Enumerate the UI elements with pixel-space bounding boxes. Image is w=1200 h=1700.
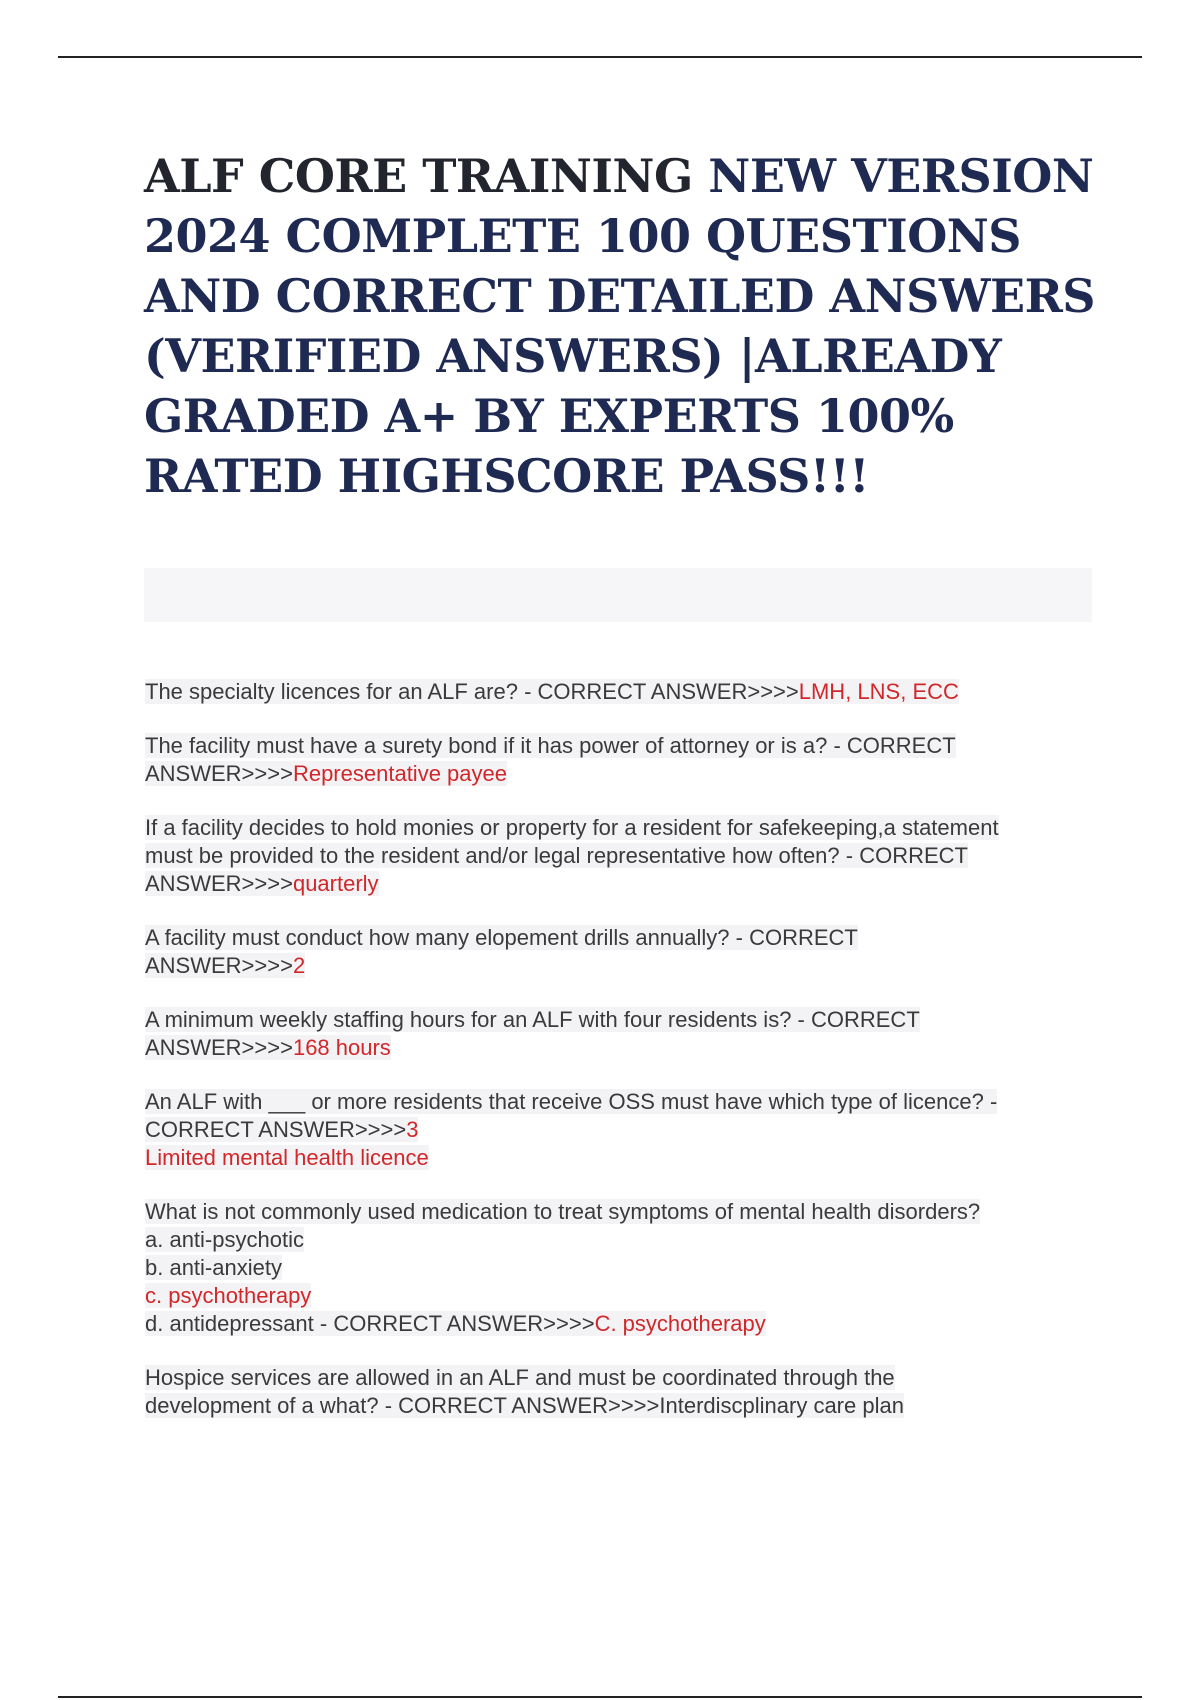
qa-item (145, 1364, 1105, 1420)
option-c: c. psychotherapy (145, 1283, 312, 1308)
qa-item (145, 1088, 1105, 1172)
option-a: a. anti-psychotic (145, 1227, 304, 1252)
top-rule (58, 56, 1142, 58)
qa-item (145, 1198, 1105, 1338)
question-text: A facility must conduct how many elopement drills annually? - CORRECT (145, 925, 858, 950)
title-part-blue: NEW VERSION 2024 COMPLETE 100 QUESTIONS AND CORRECT DETAILED ANSWERS (VERIFIED ANSWERS) |ALREADY GRADED A+ BY EXPERTS 100% RATED HIGHSCORE PASS!!! (144, 149, 1096, 503)
question-text: ANSWER>>>> (145, 871, 293, 896)
bottom-rule (58, 1696, 1142, 1698)
qa-list (145, 678, 1105, 1446)
answer-text: 2 (292, 953, 306, 978)
answer-text: 168 hours (292, 1035, 391, 1060)
question-text: ANSWER>>>> (145, 953, 293, 978)
qa-item (145, 814, 1105, 898)
answer-text: 3 (406, 1117, 419, 1142)
qa-item (145, 678, 1105, 706)
question-text: The specialty licences for an ALF are? - CORRECT ANSWER>>>> (145, 679, 799, 704)
title-band (144, 568, 1092, 622)
question-text: An ALF with ___ or more residents that receive OSS must have which type of licence? - (145, 1089, 998, 1114)
question-text: What is not commonly used medication to treat symptoms of mental health disorders? (145, 1199, 981, 1224)
answer-text: LMH, LNS, ECC (798, 679, 959, 704)
option-b: b. anti-anxiety (145, 1255, 282, 1280)
qa-item (145, 924, 1105, 980)
question-text: must be provided to the resident and/or legal representative how often? - CORRECT (145, 843, 968, 868)
question-text: The facility must have a surety bond if it has power of attorney or is a? - CORRECT (145, 733, 956, 758)
question-text: If a facility decides to hold monies or property for a resident for safekeeping,a statement (145, 815, 999, 840)
answer-text-line2: Limited mental health licence (145, 1145, 429, 1170)
title-part-dark: ALF CORE TRAINING (144, 149, 693, 203)
question-text: ANSWER>>>> (145, 1035, 293, 1060)
answer-text: quarterly (292, 871, 379, 896)
document-title (144, 146, 1104, 506)
question-text: A minimum weekly staffing hours for an ALF with four residents is? - CORRECT (145, 1007, 920, 1032)
question-text: Hospice services are allowed in an ALF and must be coordinated through the (145, 1365, 895, 1390)
question-text: development of a what? - CORRECT ANSWER>>>>Interdiscplinary care plan (145, 1393, 904, 1418)
answer-text: Representative payee (292, 761, 507, 786)
answer-text: C. psychotherapy (594, 1311, 766, 1336)
option-d: d. antidepressant - CORRECT ANSWER>>>> (145, 1311, 595, 1336)
question-text: ANSWER>>>> (145, 761, 293, 786)
qa-item (145, 1006, 1105, 1062)
question-text: CORRECT ANSWER>>>> (145, 1117, 407, 1142)
qa-item (145, 732, 1105, 788)
